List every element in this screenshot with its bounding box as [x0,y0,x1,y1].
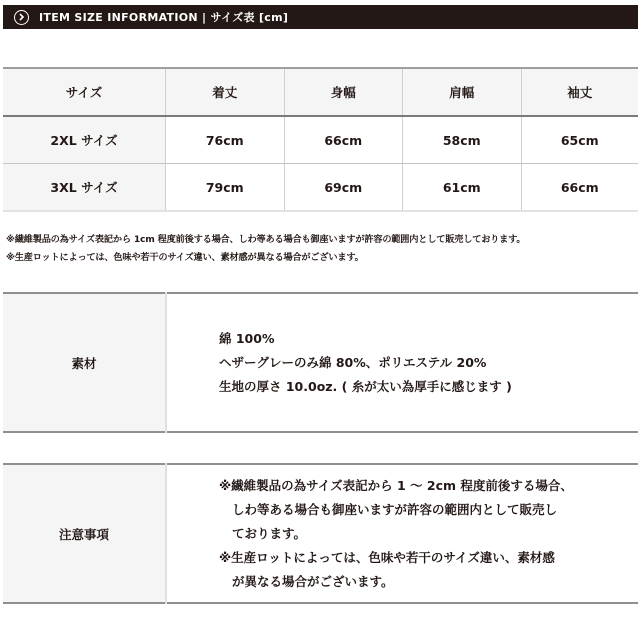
note-line: ※生産ロットによっては、色味や若干のサイズ違い、素材感が異なる場合がございます。 [6,252,364,263]
column-header-shoulder-width: 肩幅 [403,68,522,116]
note-line: ※繊維製品の為サイズ表記から 1cm 程度前後する場合、しわ等ある場合も御座いますが許容の範囲内として販売しております。 [6,234,526,245]
material-label: 素材 [3,293,166,432]
caution-label: 注意事項 [3,464,166,603]
table-cell: 69cm [284,164,403,212]
table-cell: 79cm [166,164,285,212]
table-row [3,164,638,212]
table-cell: 58cm [403,116,522,164]
caution-line: ております。 [232,525,307,541]
caution-line: ※繊維製品の為サイズ表記から 1 ～ 2cm 程度前後する場合、 [219,477,573,493]
section-title: ITEM SIZE INFORMATION | サイズ表 [cm] [39,11,289,24]
caution-line: ※生産ロットによっては、色味や若干のサイズ違い、素材感 [219,549,555,565]
table-cell: 76cm [166,116,285,164]
table-header-row [3,68,638,116]
column-header-size: サイズ [65,85,103,100]
material-line: ヘザーグレーのみ綿 80%、ポリエステル 20% [219,354,487,370]
table-row [3,116,638,164]
material-content [166,293,638,432]
size-label: 2XL サイズ [3,116,166,164]
material-table [3,292,638,433]
table-cell: 66cm [521,164,638,212]
size-label: 3XL サイズ [3,164,166,212]
material-line: 綿 100% [219,330,275,346]
column-header-body-width: 身幅 [284,68,403,116]
column-header-length: 着丈 [166,68,285,116]
caution-line: が異なる場合がございます。 [232,573,394,589]
section-header [3,5,638,29]
chevron-right-circle-icon [14,10,29,25]
table-cell: 61cm [403,164,522,212]
material-line: 生地の厚さ 10.0oz. ( 糸が太い為厚手に感じます ) [219,378,512,394]
caution-table [3,463,638,604]
size-notes [6,231,525,267]
caution-content [166,464,638,603]
table-cell: 66cm [284,116,403,164]
caution-line: しわ等ある場合も御座いますが許容の範囲内として販売し [232,501,558,517]
size-table [3,67,638,212]
table-cell: 65cm [521,116,638,164]
column-header-sleeve-length: 袖丈 [521,68,638,116]
